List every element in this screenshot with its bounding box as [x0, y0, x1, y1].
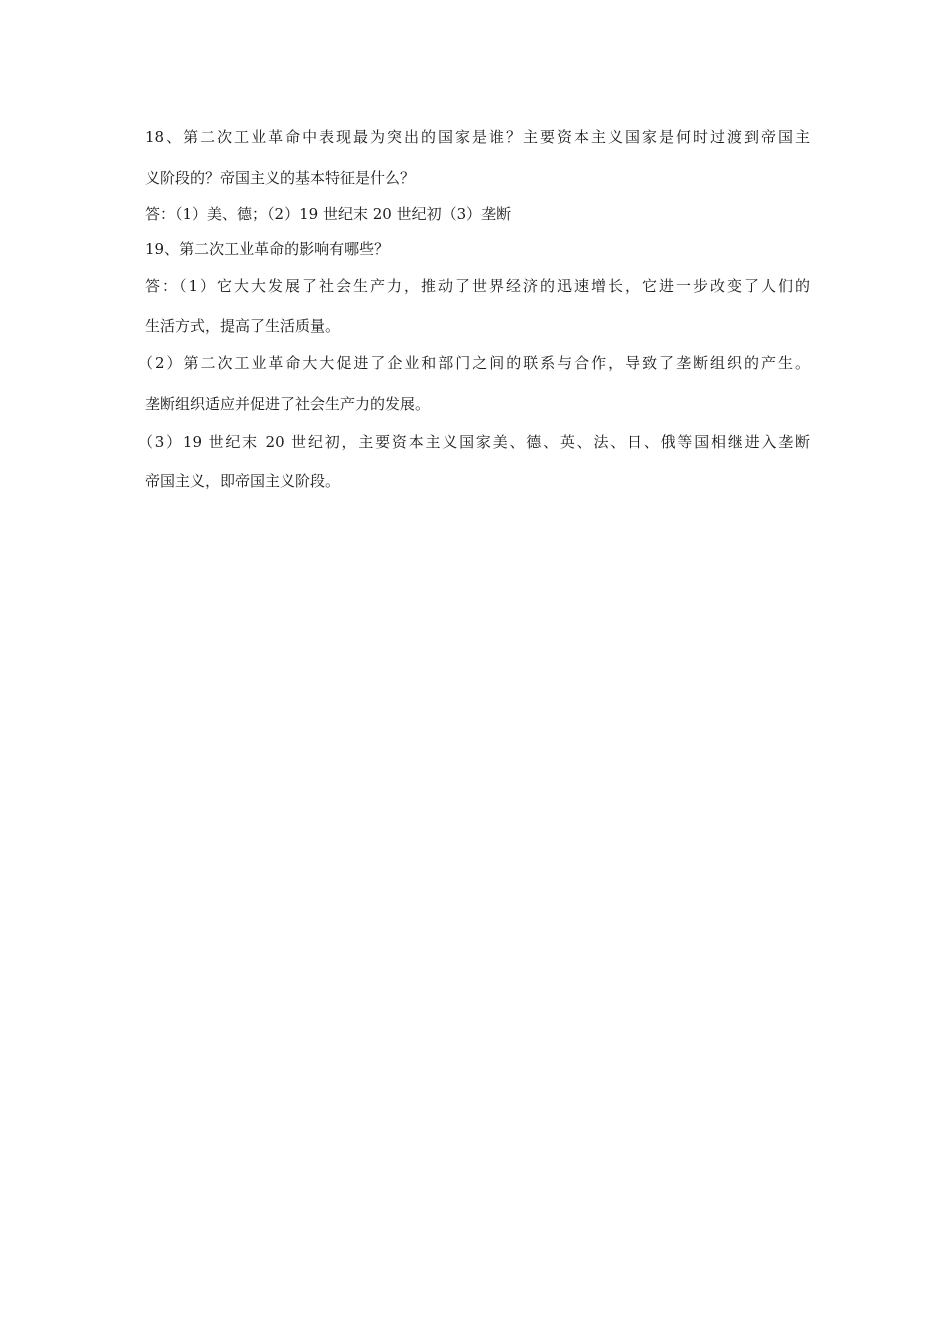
answer-19-line-3: （2）第二次工业革命大大促进了企业和部门之间的联系与合作，导致了垄断组织的产生。: [138, 354, 810, 372]
answer-19-line-6: 帝国主义，即帝国主义阶段。: [145, 472, 341, 490]
answer-19-line-4: 垄断组织适应并促进了社会生产力的发展。: [145, 395, 431, 413]
answer-19-line-2: 生活方式，提高了生活质量。: [145, 317, 341, 335]
answer-19-line-1: 答：（1）它大大发展了社会生产力，推动了世界经济的迅速增长，它进一步改变了人们的: [145, 277, 810, 295]
question-18-line-1: 18、第二次工业革命中表现最为突出的国家是谁？主要资本主义国家是何时过渡到帝国主: [145, 128, 810, 146]
answer-19-line-5: （3）19 世纪末 20 世纪初，主要资本主义国家美、德、英、法、日、俄等国相继进入垄断: [138, 433, 810, 451]
question-19-line-1: 19、第二次工业革命的影响有哪些？: [145, 240, 390, 258]
answer-18-line-1: 答：（1）美、德；（2）19 世纪末 20 世纪初（3）垄断: [145, 205, 512, 223]
question-18-line-2: 义阶段的？帝国主义的基本特征是什么？: [145, 169, 416, 187]
